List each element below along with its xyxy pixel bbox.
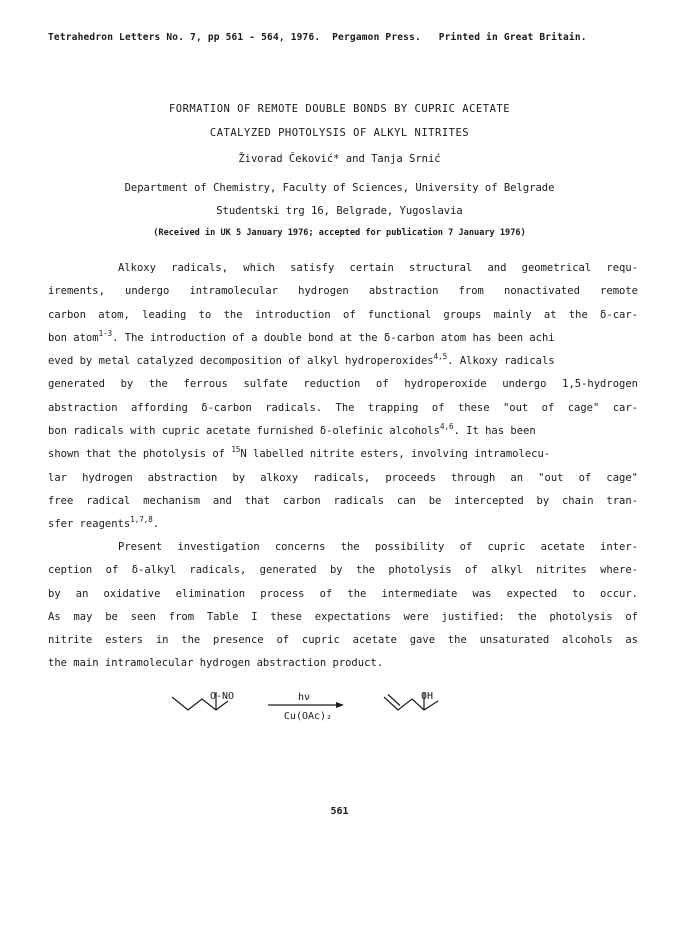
p1-line-12-a: sfer reagents	[48, 518, 131, 531]
p1-line-5-b: . Alkoxy radicals	[447, 355, 555, 368]
ref-4-5: 4,5	[433, 352, 448, 362]
product-label: OH	[421, 691, 434, 702]
p2-line-1: Present investigation concerns the possibility of cupric acetate inter-	[118, 541, 638, 553]
p2-line-6: the main intramolecular hydrogen abstraction product.	[48, 657, 384, 670]
p1-line-9-b: N labelled nitrite esters, involving intramolecu-	[240, 448, 551, 461]
p1-line-8	[48, 420, 638, 443]
affiliation-line-1: Department of Chemistry, Faculty of Sciences, University of Belgrade	[124, 182, 555, 194]
p2-line-5: nitrite esters in the presence of cupric acetate gave the unsaturated alcohols as	[48, 634, 638, 647]
p2-line-3: by an oxidative elimination process of the intermediate was expected to occur.	[48, 587, 638, 600]
p1-line-4-a: bon atom	[48, 331, 99, 344]
publisher: Pergamon Press.	[332, 32, 421, 43]
p1-line-1: Alkoxy radicals, which satisfy certain structural and geometrical requ-	[118, 262, 638, 274]
p1-line-4-b: . The introduction of a double bond at the δ-carbon atom has been achi	[112, 331, 555, 344]
p1-line-10: lar hydrogen abstraction by alkoxy radicals, proceeds through an "out of cage"	[48, 471, 638, 484]
p2-line-4: As may be seen from Table I these expectations were justified: the photolysis of	[48, 610, 638, 623]
ref-1-3: 1-3	[98, 328, 113, 338]
paragraph-1	[48, 257, 638, 537]
reactant-label: O-NO	[210, 691, 235, 702]
arrow-top-label: hν	[297, 692, 311, 703]
ref-4-6: 4,6	[439, 422, 454, 432]
p1-line-7: abstraction affording δ-carbon radicals. The trapping of these "out of cage" car-	[48, 401, 638, 414]
p1-line-9	[48, 443, 638, 466]
p2-line-2: ception of δ-alkyl radicals, generated by the photolysis of alkyl nitrites where-	[48, 564, 638, 577]
paragraph-2	[48, 536, 638, 676]
p1-line-12	[48, 513, 638, 536]
received-dates: (Received in UK 5 January 1976; accepted for publication 7 January 1976)	[153, 228, 526, 238]
journal-citation: Tetrahedron Letters No. 7, pp 561 - 564, 1976.	[48, 32, 321, 43]
p1-line-2: irements, undergo intramolecular hydrogen abstraction from nonactivated remote	[48, 285, 638, 298]
authors: Živorad Čeković* and Tanja Srnić	[238, 153, 441, 165]
paper-title-line-2: CATALYZED PHOTOLYSIS OF ALKYL NITRITES	[209, 127, 470, 139]
arrow-bottom-label: Cu(OAc)₂	[283, 711, 333, 722]
p1-line-5-a: eved by metal catalyzed decomposition of alkyl hydroperoxides	[48, 355, 434, 368]
p1-line-4	[48, 327, 638, 350]
reaction-scheme	[0, 690, 679, 770]
p1-line-8-b: . It has been	[453, 425, 536, 438]
p1-line-9-a: shown that the photolysis of	[48, 448, 232, 461]
p1-line-11: free radical mechanism and that carbon radicals can be intercepted by chain tran-	[48, 494, 638, 507]
page-number: 561	[330, 806, 349, 817]
ref-1-7-8: 1,7,8	[130, 515, 153, 525]
p1-line-6: generated by the ferrous sulfate reduction of hydroperoxide undergo 1,5-hydrogen	[48, 378, 638, 391]
printed-in: Printed in Great Britain.	[438, 32, 587, 43]
journal-header	[48, 32, 587, 43]
p1-line-3: carbon atom, leading to the introduction of functional groups mainly at the δ-car-	[48, 308, 638, 321]
p1-line-5	[48, 350, 638, 373]
p1-line-8-a: bon radicals with cupric acetate furnished δ-olefinic alcohols	[48, 425, 440, 438]
paper-title-line-1: FORMATION OF REMOTE DOUBLE BONDS BY CUPRIC ACETATE	[168, 103, 511, 115]
p1-line-12-b: .	[152, 518, 160, 531]
isotope-15: 15	[231, 445, 241, 455]
affiliation-line-2: Studentski trg 16, Belgrade, Yugoslavia	[216, 205, 463, 217]
